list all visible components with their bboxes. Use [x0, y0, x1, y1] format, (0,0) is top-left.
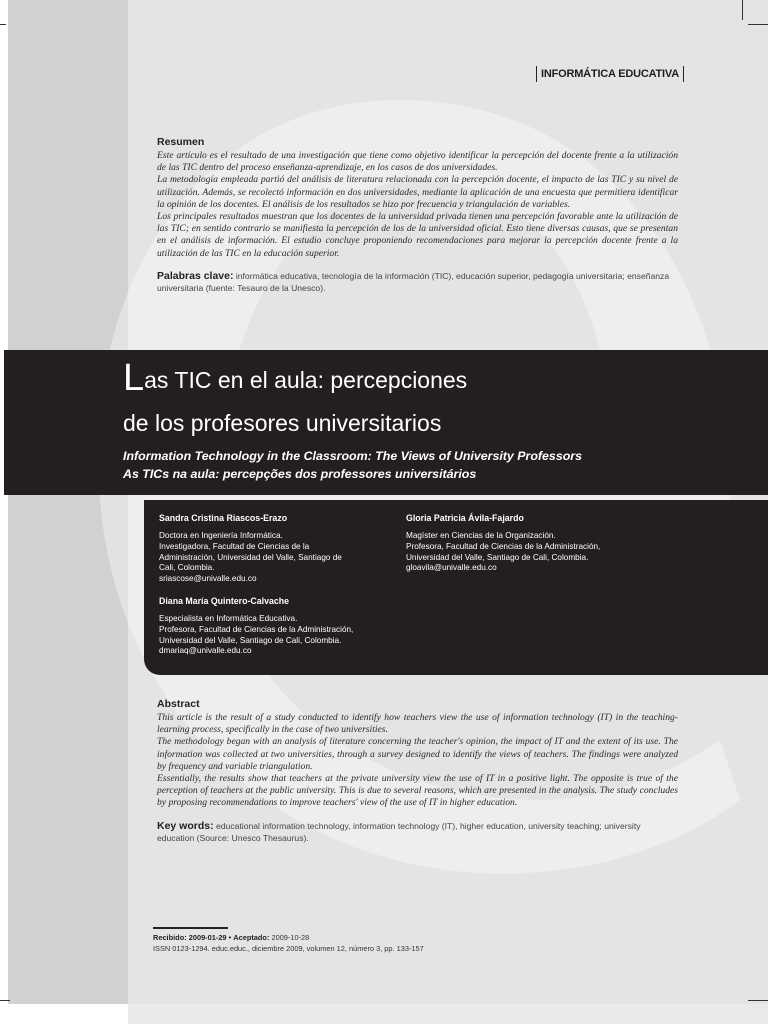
- left-column-band: [8, 0, 128, 1024]
- author-affiliation: Administración, Universidad del Valle, Santiago de: [159, 552, 342, 562]
- author-email: sriascose@univalle.edu.co: [159, 574, 257, 584]
- bullet-separator: •: [228, 933, 232, 942]
- author-email: gloavila@univalle.edu.co: [406, 563, 497, 573]
- crop-mark: [0, 1000, 10, 1001]
- author-name: Gloria Patricia Ávila-Fajardo: [406, 513, 524, 523]
- author-affiliation: Cali, Colombia.: [159, 563, 215, 573]
- accepted-label: Aceptado:: [233, 933, 270, 942]
- crop-mark: [748, 1000, 768, 1001]
- resumen-paragraph: Los principales resultados muestran que los docentes de la universidad privada tienen una percepción favorable ante la utilización de las TIC; en sentido contrario se manifiesta la percepción de los de la universidad oficial. Esto tiene diversas causas, que se presentan en el análisis de información. El estudio concluye proponiendo recomendaciones para mejorar la percepción docente frente a la utilización de las TIC en la educación superior.: [157, 211, 678, 259]
- resumen-heading: Resumen: [157, 136, 205, 148]
- subtitle-english: Information Technology in the Classroom: The Views of University Professors: [123, 449, 582, 463]
- abstract-heading: Abstract: [157, 698, 200, 710]
- dates-line: [153, 933, 424, 944]
- author-affiliation: Investigadora, Facultad de Ciencias de la: [159, 541, 310, 551]
- section-tag: INFORMÁTICA EDUCATIVA: [536, 66, 684, 82]
- crop-mark: [742, 0, 743, 20]
- issn-line: ISSN 0123-1294. educ.educ., diciembre 2009, volumen 12, número 3, pp. 133-157: [153, 943, 424, 953]
- resumen-paragraph: La metodología empleada partió del análisis de literatura relacionada con la percepción docente, el impacto de las TIC y su nivel de utilización. Además, se recolectó información en dos universidades, mediante la aplicación de una encuesta que permitiera identificar la opinión de los docentes. El análisis de los resultados se hizo por frecuencia y triangulación de variables.: [157, 174, 678, 210]
- article-title-line1: [123, 357, 468, 399]
- key-words-label: Key words:: [157, 819, 214, 832]
- page-margin: [0, 0, 8, 1024]
- abstract-paragraph: Essentially, the results show that teachers at the private university view the use of IT in a positive light. The opposite is true of the perception of teachers at the public university. This is due to several reasons, which are presented in the analysis. The study concludes by proposing recommendations to improve teachers' view of the use of IT in higher education.: [157, 773, 678, 809]
- palabras-clave-text: informática educativa, tecnología de la información (TIC), educación superior, pedagogía universitaria; enseñanza universitaria (fuente: Tesauro de la Unesco).: [157, 270, 670, 293]
- author-credential: Especialista en Informática Educativa.: [159, 614, 298, 623]
- author-credential: Doctora en Ingeniería Informática.: [159, 531, 283, 540]
- title-initial: L: [123, 357, 145, 399]
- palabras-clave-label: Palabras clave:: [157, 269, 234, 282]
- author-card: [406, 513, 600, 574]
- accepted-date: 2009-10-28: [271, 933, 310, 942]
- author-card: [159, 596, 353, 657]
- author-credential: Magíster en Ciencias de la Organización.: [406, 531, 556, 540]
- author-card: [159, 513, 342, 585]
- key-words-text: educational information technology, information technology (IT), higher education, university teaching; university education (Source: Unesco Thesaurus).: [157, 820, 641, 843]
- abstract-section: [157, 698, 678, 844]
- palabras-clave: [157, 270, 678, 294]
- author-name: Sandra Cristina Riascos-Erazo: [159, 513, 288, 523]
- received-date: 2009-01-29: [188, 933, 227, 942]
- publication-footer: [153, 933, 424, 954]
- resumen-paragraph: Este artículo es el resultado de una investigación que tiene como objetivo identificar la percepción del docente frente a la utilización de las TIC dentro del proceso enseñanza-aprendizaje, en los casos de dos universidades.: [157, 150, 678, 174]
- crop-mark: [0, 24, 6, 25]
- author-affiliation: Universidad del Valle, Santiago de Cali, Colombia.: [159, 635, 342, 645]
- received-label: Recibido:: [153, 933, 187, 942]
- abstract-paragraph: This article is the result of a study conducted to identify how teachers view the use of information technology (IT) in the teaching-learning process, specifically in the case of two universities.: [157, 712, 678, 736]
- crop-mark: [748, 24, 768, 25]
- abstract-paragraph: The methodology began with an analysis of literature concerning the teacher's opinion, the impact of IT and the extent of its use. The information was collected at two universities, through a survey designed to identify the views of teachers. The findings were analyzed by frequency and variable triangulation.: [157, 736, 678, 772]
- author-email: dmariaq@univalle.edu.co: [159, 646, 252, 656]
- author-affiliation: Profesora, Facultad de Ciencias de la Administración,: [406, 541, 601, 551]
- author-name: Diana María Quintero-Calvache: [159, 596, 290, 606]
- footer-divider: [153, 927, 228, 929]
- title-line1-text: as TIC en el aula: percepciones: [144, 367, 468, 393]
- key-words: [157, 820, 678, 844]
- resumen-section: [157, 136, 678, 294]
- author-affiliation: Profesora, Facultad de Ciencias de la Administración,: [159, 624, 354, 634]
- article-title-line2: de los profesores universitarios: [123, 410, 442, 436]
- author-affiliation: Universidad del Valle, Santiago de Cali, Colombia.: [406, 552, 589, 562]
- subtitle-portuguese: As TICs na aula: percepções dos professores universitários: [123, 467, 477, 481]
- bottom-band: [128, 1004, 768, 1024]
